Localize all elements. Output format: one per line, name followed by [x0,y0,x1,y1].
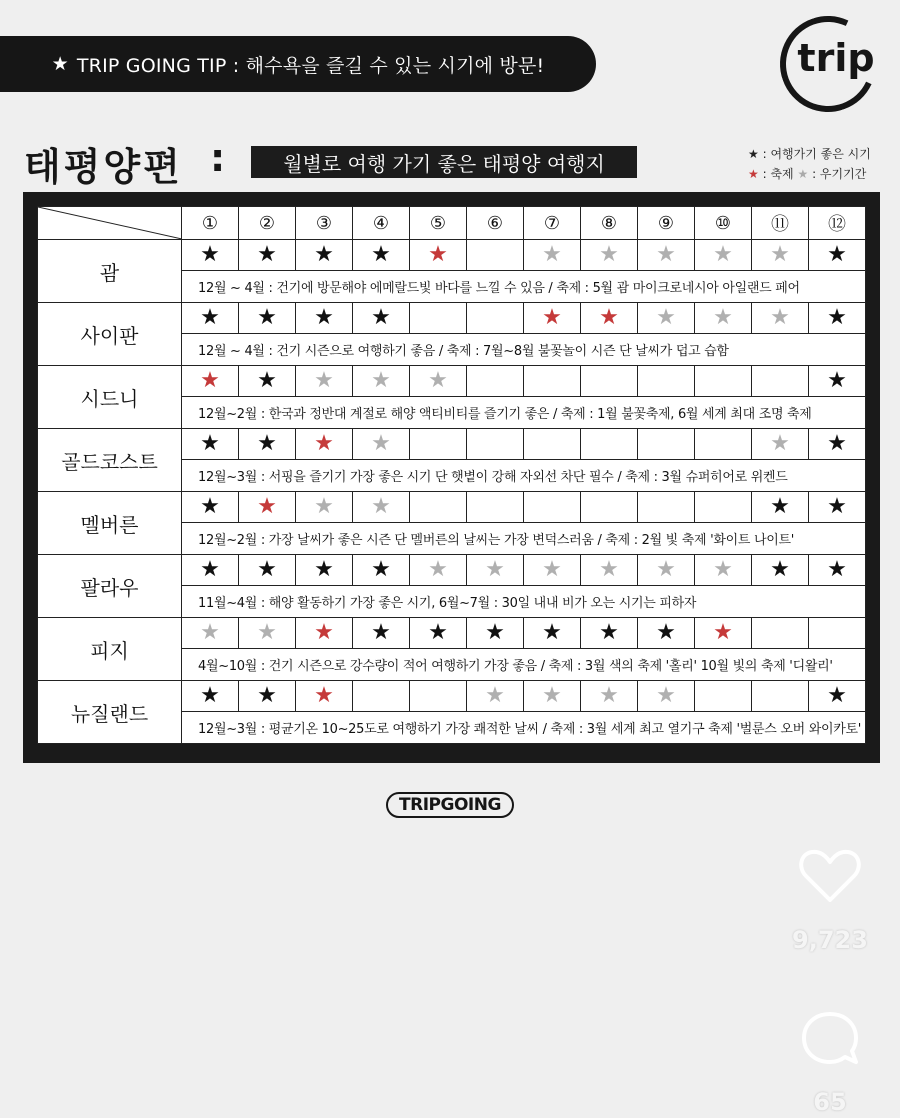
black-star-icon: ★ [827,557,847,582]
red-star-icon: ★ [200,368,220,393]
month-cell [695,681,752,712]
month-cell [581,429,638,460]
grey-star-icon: ★ [542,242,562,267]
comment-control[interactable] [790,1008,870,1116]
month-cell [239,555,296,586]
month-cell [353,618,410,649]
month-cell [467,240,524,271]
grey-star-icon: ★ [656,557,676,582]
banner-star-icon: ★ [51,53,69,75]
trip-logo-text: trip [797,36,875,80]
month-header-10: ⑩ [695,207,752,240]
like-control[interactable] [790,846,870,954]
red-star-icon: ★ [314,683,334,708]
month-header-7: ⑦ [524,207,581,240]
month-cell [809,492,866,523]
grey-star-icon: ★ [713,242,733,267]
month-cell [410,681,467,712]
month-cell [467,303,524,334]
month-cell [296,429,353,460]
month-header-8: ⑧ [581,207,638,240]
black-star-icon: ★ [200,494,220,519]
month-header-9: ⑨ [638,207,695,240]
month-cell [581,492,638,523]
month-cell [638,492,695,523]
month-cell [353,429,410,460]
month-cell [581,681,638,712]
month-cell [809,429,866,460]
month-cell [467,555,524,586]
month-cell [182,429,239,460]
destination-stars-row [38,555,866,586]
month-cell [581,303,638,334]
destination-note: 11월~4월 : 해양 활동하기 가장 좋은 시기, 6월~7월 : 30일 내내 비가 오는 시기는 피하자 [182,586,866,618]
month-cell [182,618,239,649]
month-cell [638,303,695,334]
month-header-2: ② [239,207,296,240]
black-star-icon: ★ [314,242,334,267]
black-star-icon: ★ [314,557,334,582]
month-cell [695,618,752,649]
destination-stars-row [38,618,866,649]
month-cell [182,555,239,586]
month-cell [410,492,467,523]
destination-name: 멜버른 [38,492,182,555]
corner-diagonal [38,207,182,239]
month-cell [296,555,353,586]
red-star-icon: ★ [314,431,334,456]
grey-star-icon: ★ [314,494,334,519]
black-star-icon: ★ [200,242,220,267]
destination-stars-row [38,429,866,460]
black-star-icon: ★ [827,431,847,456]
month-cell [239,492,296,523]
destination-stars-row [38,303,866,334]
month-cell [581,555,638,586]
black-star-icon: ★ [428,620,448,645]
like-count: 9,723 [792,926,868,954]
grey-star-icon: ★ [485,557,505,582]
black-star-icon: ★ [371,242,391,267]
destination-name: 괌 [38,240,182,303]
month-cell [638,240,695,271]
month-cell [353,555,410,586]
destination-note: 12월~2월 : 한국과 정반대 계절로 해양 액티비티를 즐기기 좋은 / 축제 : 1월 불꽃축제, 6월 세계 최대 조명 축제 [182,397,866,429]
month-cell [239,429,296,460]
comment-icon[interactable] [798,1008,862,1068]
destination-note: 12월 ~ 4월 : 건기에 방문해야 에메랄드빛 바다를 느낄 수 있음 / 축제 : 5월 괌 마이크로네시아 아일랜드 페어 [182,271,866,303]
tripgoing-brand: TRIPGOING [386,792,514,818]
black-star-icon: ★ [827,242,847,267]
month-cell [638,366,695,397]
legend-good-time: ★ : 여행가기 좋은 시기 [748,147,871,161]
month-header-11: ⑪ [752,207,809,240]
black-star-icon: ★ [257,242,277,267]
destination-name: 팔라우 [38,555,182,618]
black-star-icon: ★ [770,494,790,519]
month-cell [638,681,695,712]
month-header-4: ④ [353,207,410,240]
month-cell [752,240,809,271]
month-cell [524,303,581,334]
grey-star-icon: ★ [599,242,619,267]
grey-star-icon: ★ [713,305,733,330]
grey-star-icon: ★ [542,683,562,708]
month-cell [353,240,410,271]
month-cell [752,303,809,334]
legend-grey-star-icon: ★ [797,167,809,181]
month-cell [581,366,638,397]
black-star-icon: ★ [827,683,847,708]
month-cell [353,681,410,712]
month-cell [296,618,353,649]
destination-note: 4월~10월 : 건기 시즌으로 강수량이 적어 여행하기 가장 좋음 / 축제 : 3월 색의 축제 '홀리' 10월 빛의 축제 '디왈리' [182,649,866,681]
black-star-icon: ★ [770,557,790,582]
month-cell [296,681,353,712]
month-cell [353,366,410,397]
month-cell [524,681,581,712]
comment-count: 65 [813,1088,847,1116]
month-cell [581,618,638,649]
black-star-icon: ★ [542,620,562,645]
grey-star-icon: ★ [371,368,391,393]
grey-star-icon: ★ [656,305,676,330]
banner-text: TRIP GOING TIP : 해수욕을 즐길 수 있는 시기에 방문! [76,54,545,77]
month-cell [239,681,296,712]
grey-star-icon: ★ [485,683,505,708]
red-star-icon: ★ [713,620,733,645]
black-star-icon: ★ [827,305,847,330]
month-cell [182,240,239,271]
destination-name: 뉴질랜드 [38,681,182,744]
month-cell [239,303,296,334]
destination-note: 12월~2월 : 가장 날씨가 좋은 시즌 단 멜버른의 날씨는 가장 변덕스러움 / 축제 : 2월 빛 축제 '화이트 나이트' [182,523,866,555]
month-cell [410,303,467,334]
grey-star-icon: ★ [428,557,448,582]
month-cell [695,555,752,586]
month-cell [524,366,581,397]
black-star-icon: ★ [485,620,505,645]
month-cell [239,618,296,649]
destination-name: 골드코스트 [38,429,182,492]
month-header-12: ⑫ [809,207,866,240]
month-cell [695,240,752,271]
month-cell [182,681,239,712]
grey-star-icon: ★ [770,431,790,456]
month-cell [752,366,809,397]
legend [748,144,871,184]
month-cell [638,429,695,460]
month-header-3: ③ [296,207,353,240]
black-star-icon: ★ [371,305,391,330]
month-cell [524,429,581,460]
month-cell [467,618,524,649]
black-star-icon: ★ [200,683,220,708]
grey-star-icon: ★ [770,305,790,330]
black-star-icon: ★ [257,431,277,456]
month-cell [410,240,467,271]
month-cell [410,555,467,586]
month-cell [467,681,524,712]
month-cell [809,303,866,334]
month-cell [695,492,752,523]
month-cell [809,618,866,649]
grey-star-icon: ★ [371,431,391,456]
red-star-icon: ★ [428,242,448,267]
black-star-icon: ★ [257,683,277,708]
month-cell [638,555,695,586]
black-star-icon: ★ [371,557,391,582]
page-title: 태평양편 [24,145,183,189]
month-cell [695,303,752,334]
title-colon: : [210,136,226,180]
red-star-icon: ★ [599,305,619,330]
black-star-icon: ★ [257,368,277,393]
month-cell [296,492,353,523]
red-star-icon: ★ [257,494,277,519]
month-cell [410,429,467,460]
month-cell [809,366,866,397]
schedule-table [37,206,866,744]
month-cell [467,492,524,523]
month-cell [182,366,239,397]
grey-star-icon: ★ [656,683,676,708]
grey-star-icon: ★ [656,242,676,267]
schedule-table-frame [23,192,880,763]
month-cell [182,492,239,523]
month-cell [467,429,524,460]
month-cell [809,555,866,586]
grey-star-icon: ★ [257,620,277,645]
month-cell [467,366,524,397]
black-star-icon: ★ [200,431,220,456]
month-cell [638,618,695,649]
grey-star-icon: ★ [599,557,619,582]
destination-note: 12월~3월 : 서핑을 즐기기 가장 좋은 시기 단 햇볕이 강해 자외선 차단 필수 / 축제 : 3월 슈퍼히어로 위켄드 [182,460,866,492]
month-cell [809,681,866,712]
black-star-icon: ★ [827,494,847,519]
month-cell [182,303,239,334]
black-star-icon: ★ [371,620,391,645]
legend-red-star-icon: ★ [748,167,759,181]
month-cell [239,240,296,271]
black-star-icon: ★ [200,305,220,330]
heart-icon[interactable] [798,846,862,906]
grey-star-icon: ★ [371,494,391,519]
grey-star-icon: ★ [599,683,619,708]
destination-name: 사이판 [38,303,182,366]
month-cell [695,366,752,397]
month-header-6: ⑥ [467,207,524,240]
grey-star-icon: ★ [314,368,334,393]
black-star-icon: ★ [314,305,334,330]
black-star-icon: ★ [257,305,277,330]
month-cell [581,240,638,271]
grey-star-icon: ★ [428,368,448,393]
table-corner [38,207,182,240]
red-star-icon: ★ [542,305,562,330]
month-cell [524,492,581,523]
month-cell [695,429,752,460]
month-cell [752,429,809,460]
grey-star-icon: ★ [542,557,562,582]
destination-stars-row [38,240,866,271]
month-cell [410,618,467,649]
destination-stars-row [38,366,866,397]
destination-stars-row [38,681,866,712]
month-header-5: ⑤ [410,207,467,240]
month-cell [524,618,581,649]
destination-note: 12월~3월 : 평균기온 10~25도로 여행하기 가장 쾌적한 날씨 / 축제 : 3월 세계 최고 열기구 축제 '벌룬스 오버 와이카토' [182,712,866,744]
month-cell [809,240,866,271]
month-cell [296,240,353,271]
black-star-icon: ★ [599,620,619,645]
destination-note: 12월 ~ 4월 : 건기 시즌으로 여행하기 좋음 / 축제 : 7월~8월 불꽃놀이 시즌 단 날씨가 덥고 습함 [182,334,866,366]
grey-star-icon: ★ [770,242,790,267]
black-star-icon: ★ [200,557,220,582]
month-cell [353,303,410,334]
black-star-icon: ★ [827,368,847,393]
legend-festival-rainy: ★ : 축제 ★ : 우기기간 [748,167,867,181]
tip-banner [0,36,596,92]
black-star-icon: ★ [656,620,676,645]
month-cell [239,366,296,397]
month-cell [296,366,353,397]
month-cell [524,555,581,586]
month-cell [524,240,581,271]
grey-star-icon: ★ [200,620,220,645]
month-header-1: ① [182,207,239,240]
destination-name: 피지 [38,618,182,681]
page-subtitle: 월별로 여행 가기 좋은 태평양 여행지 [251,146,637,178]
red-star-icon: ★ [314,620,334,645]
black-star-icon: ★ [257,557,277,582]
grey-star-icon: ★ [713,557,733,582]
month-cell [752,492,809,523]
month-header-row [38,207,866,240]
month-cell [752,618,809,649]
legend-black-star-icon: ★ [748,147,759,161]
month-cell [752,681,809,712]
destination-stars-row [38,492,866,523]
month-cell [410,366,467,397]
destination-name: 시드니 [38,366,182,429]
month-cell [752,555,809,586]
month-cell [353,492,410,523]
month-cell [296,303,353,334]
